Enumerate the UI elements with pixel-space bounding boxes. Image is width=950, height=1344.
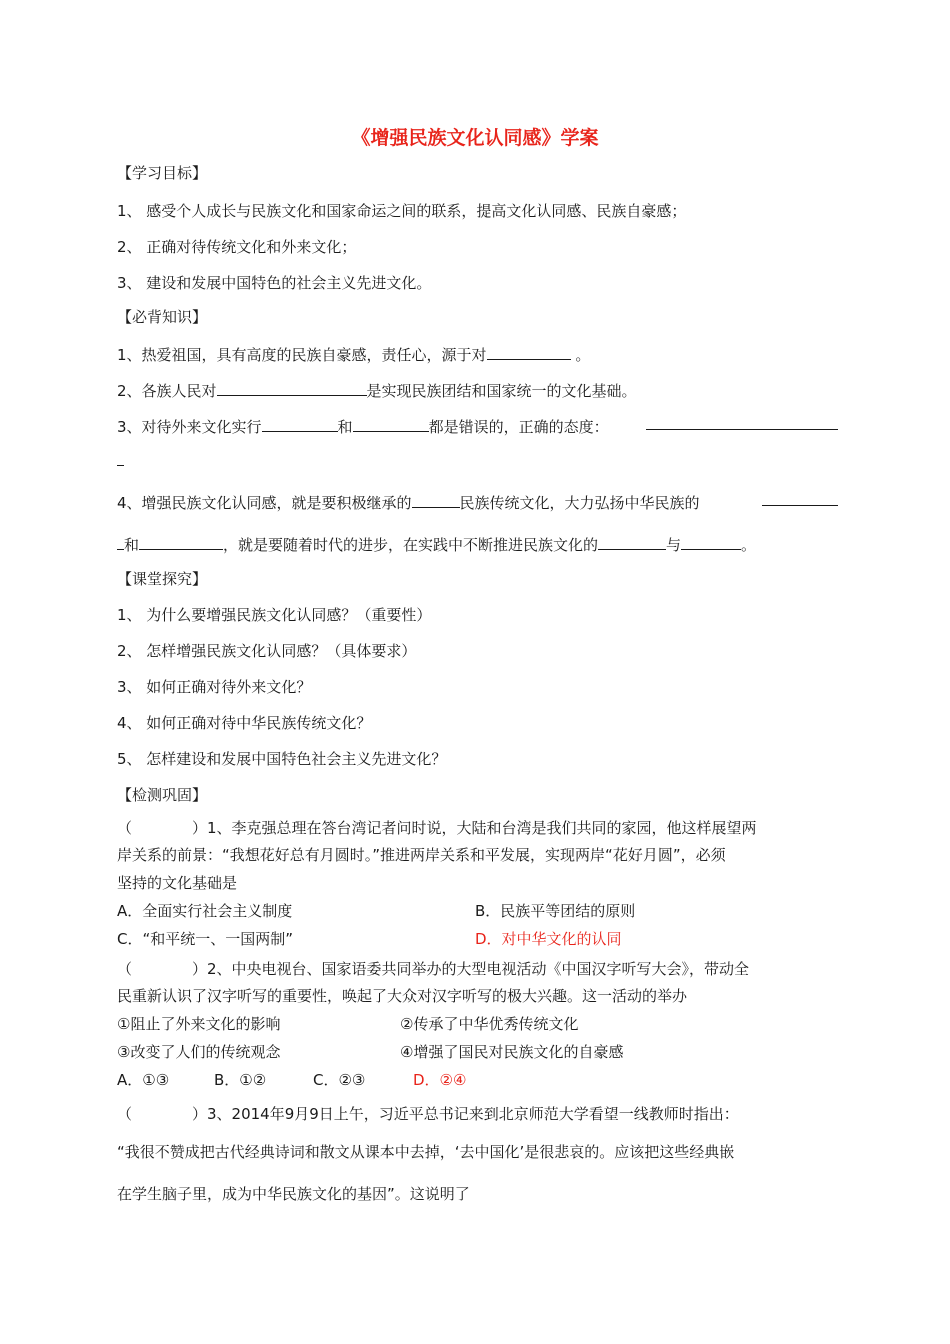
option-d-correct-answer: D．对中华文化的认同 bbox=[475, 930, 622, 948]
question-text: ，就是要随着时代的进步，在实践中不断推进民族文化的 bbox=[223, 536, 599, 554]
knowledge-question-4-cont bbox=[117, 534, 756, 555]
answer-blank[interactable] bbox=[646, 414, 838, 430]
option-d-correct-answer: D．②④ bbox=[413, 1071, 467, 1089]
question-text: 民族传统文化，大力弘扬中华民族的 bbox=[459, 494, 700, 512]
goal-item: 2、 正确对待传统文化和外来文化； bbox=[117, 238, 357, 256]
explore-question: 5、 怎样建设和发展中国特色社会主义先进文化？ bbox=[117, 750, 447, 768]
knowledge-question-1 bbox=[117, 344, 590, 365]
option-a: A．①③ bbox=[117, 1071, 170, 1089]
question-text: 与 bbox=[666, 536, 682, 554]
question-text: 和 bbox=[337, 418, 353, 436]
option-b: B．民族平等团结的原则 bbox=[475, 902, 636, 920]
option-a: A．全面实行社会主义制度 bbox=[117, 902, 293, 920]
check-question-2-line: 民重新认识了汉字听写的重要性，唤起了大众对汉字听写的极大兴趣。这一活动的举办 bbox=[117, 987, 688, 1005]
question-text: 1、热爱祖国，具有高度的民族自豪感，责任心，源于对 bbox=[117, 346, 487, 364]
answer-blank[interactable] bbox=[412, 492, 460, 508]
section-heading-goals: 【学习目标】 bbox=[117, 164, 208, 182]
question-text: 是实现民族团结和国家统一的文化基础。 bbox=[366, 382, 637, 400]
answer-blank[interactable] bbox=[262, 416, 338, 432]
section-heading-knowledge: 【必背知识】 bbox=[117, 308, 208, 326]
explore-question: 2、 怎样增强民族文化认同感？（具体要求） bbox=[117, 642, 417, 660]
check-question-1-line: 坚持的文化基础是 bbox=[117, 874, 238, 892]
check-question-1-line: （ ）1、李克强总理在答台湾记者问时说，大陆和台湾是我们共同的家园，他这样展望两 bbox=[117, 819, 757, 837]
explore-question: 4、 如何正确对待中华民族传统文化？ bbox=[117, 714, 372, 732]
knowledge-question-2 bbox=[117, 380, 637, 401]
statement-2: ②传承了中华优秀传统文化 bbox=[400, 1015, 579, 1033]
answer-blank[interactable] bbox=[117, 534, 124, 550]
check-question-1-line: 岸关系的前景：“我想花好总有月圆时。”推进两岸关系和平发展，实现两岸“花好月圆”，必须 bbox=[117, 846, 726, 864]
option-c: C．“和平统一、一国两制” bbox=[117, 930, 294, 948]
question-text: 。 bbox=[575, 346, 591, 364]
answer-blank[interactable] bbox=[598, 534, 666, 550]
question-text: 4、增强民族文化认同感，就是要积极继承的 bbox=[117, 494, 412, 512]
question-text: 都是错误的，正确的态度： bbox=[428, 418, 609, 436]
check-question-2-line: （ ）2、中央电视台、国家语委共同举办的大型电视活动《中国汉字听写大会》，带动全 bbox=[117, 960, 750, 978]
section-heading-check: 【检测巩固】 bbox=[117, 786, 208, 804]
answer-blank[interactable] bbox=[117, 455, 124, 466]
goal-item: 1、 感受个人成长与民族文化和国家命运之间的联系，提高文化认同感、民族自豪感； bbox=[117, 202, 687, 220]
statement-1: ①阻止了外来文化的影响 bbox=[117, 1015, 281, 1033]
goal-item: 3、 建设和发展中国特色的社会主义先进文化。 bbox=[117, 274, 432, 292]
knowledge-question-3 bbox=[117, 416, 609, 437]
explore-question: 1、 为什么要增强民族文化认同感？（重要性） bbox=[117, 606, 432, 624]
statement-4: ④增强了国民对民族文化的自豪感 bbox=[400, 1043, 624, 1061]
option-b: B．①② bbox=[214, 1071, 267, 1089]
answer-blank[interactable] bbox=[217, 380, 367, 396]
answer-blank[interactable] bbox=[681, 534, 741, 550]
question-text: 。 bbox=[741, 536, 757, 554]
option-c: C．②③ bbox=[313, 1071, 366, 1089]
answer-blank[interactable] bbox=[353, 416, 429, 432]
question-text: 和 bbox=[124, 536, 140, 554]
page-title: 《增强民族文化认同感》学案 bbox=[351, 127, 599, 149]
question-text: 3、对待外来文化实行 bbox=[117, 418, 262, 436]
check-question-3-line: 在学生脑子里，成为中华民族文化的基因”。这说明了 bbox=[117, 1185, 470, 1203]
knowledge-question-4 bbox=[117, 492, 700, 513]
statement-3: ③改变了人们的传统观念 bbox=[117, 1043, 281, 1061]
check-question-3-line: “我很不赞成把古代经典诗词和散文从课本中去掉，‘去中国化’是很悲哀的。应该把这些经典嵌 bbox=[117, 1143, 735, 1161]
answer-blank[interactable] bbox=[487, 344, 571, 360]
answer-blank[interactable] bbox=[762, 490, 838, 506]
section-heading-explore: 【课堂探究】 bbox=[117, 570, 208, 588]
answer-blank[interactable] bbox=[139, 534, 223, 550]
question-text: 2、各族人民对 bbox=[117, 382, 217, 400]
explore-question: 3、 如何正确对待外来文化？ bbox=[117, 678, 312, 696]
check-question-3-line: （ ）3、2014年9月9日上午，习近平总书记来到北京师范大学看望一线教师时指出： bbox=[117, 1105, 739, 1123]
